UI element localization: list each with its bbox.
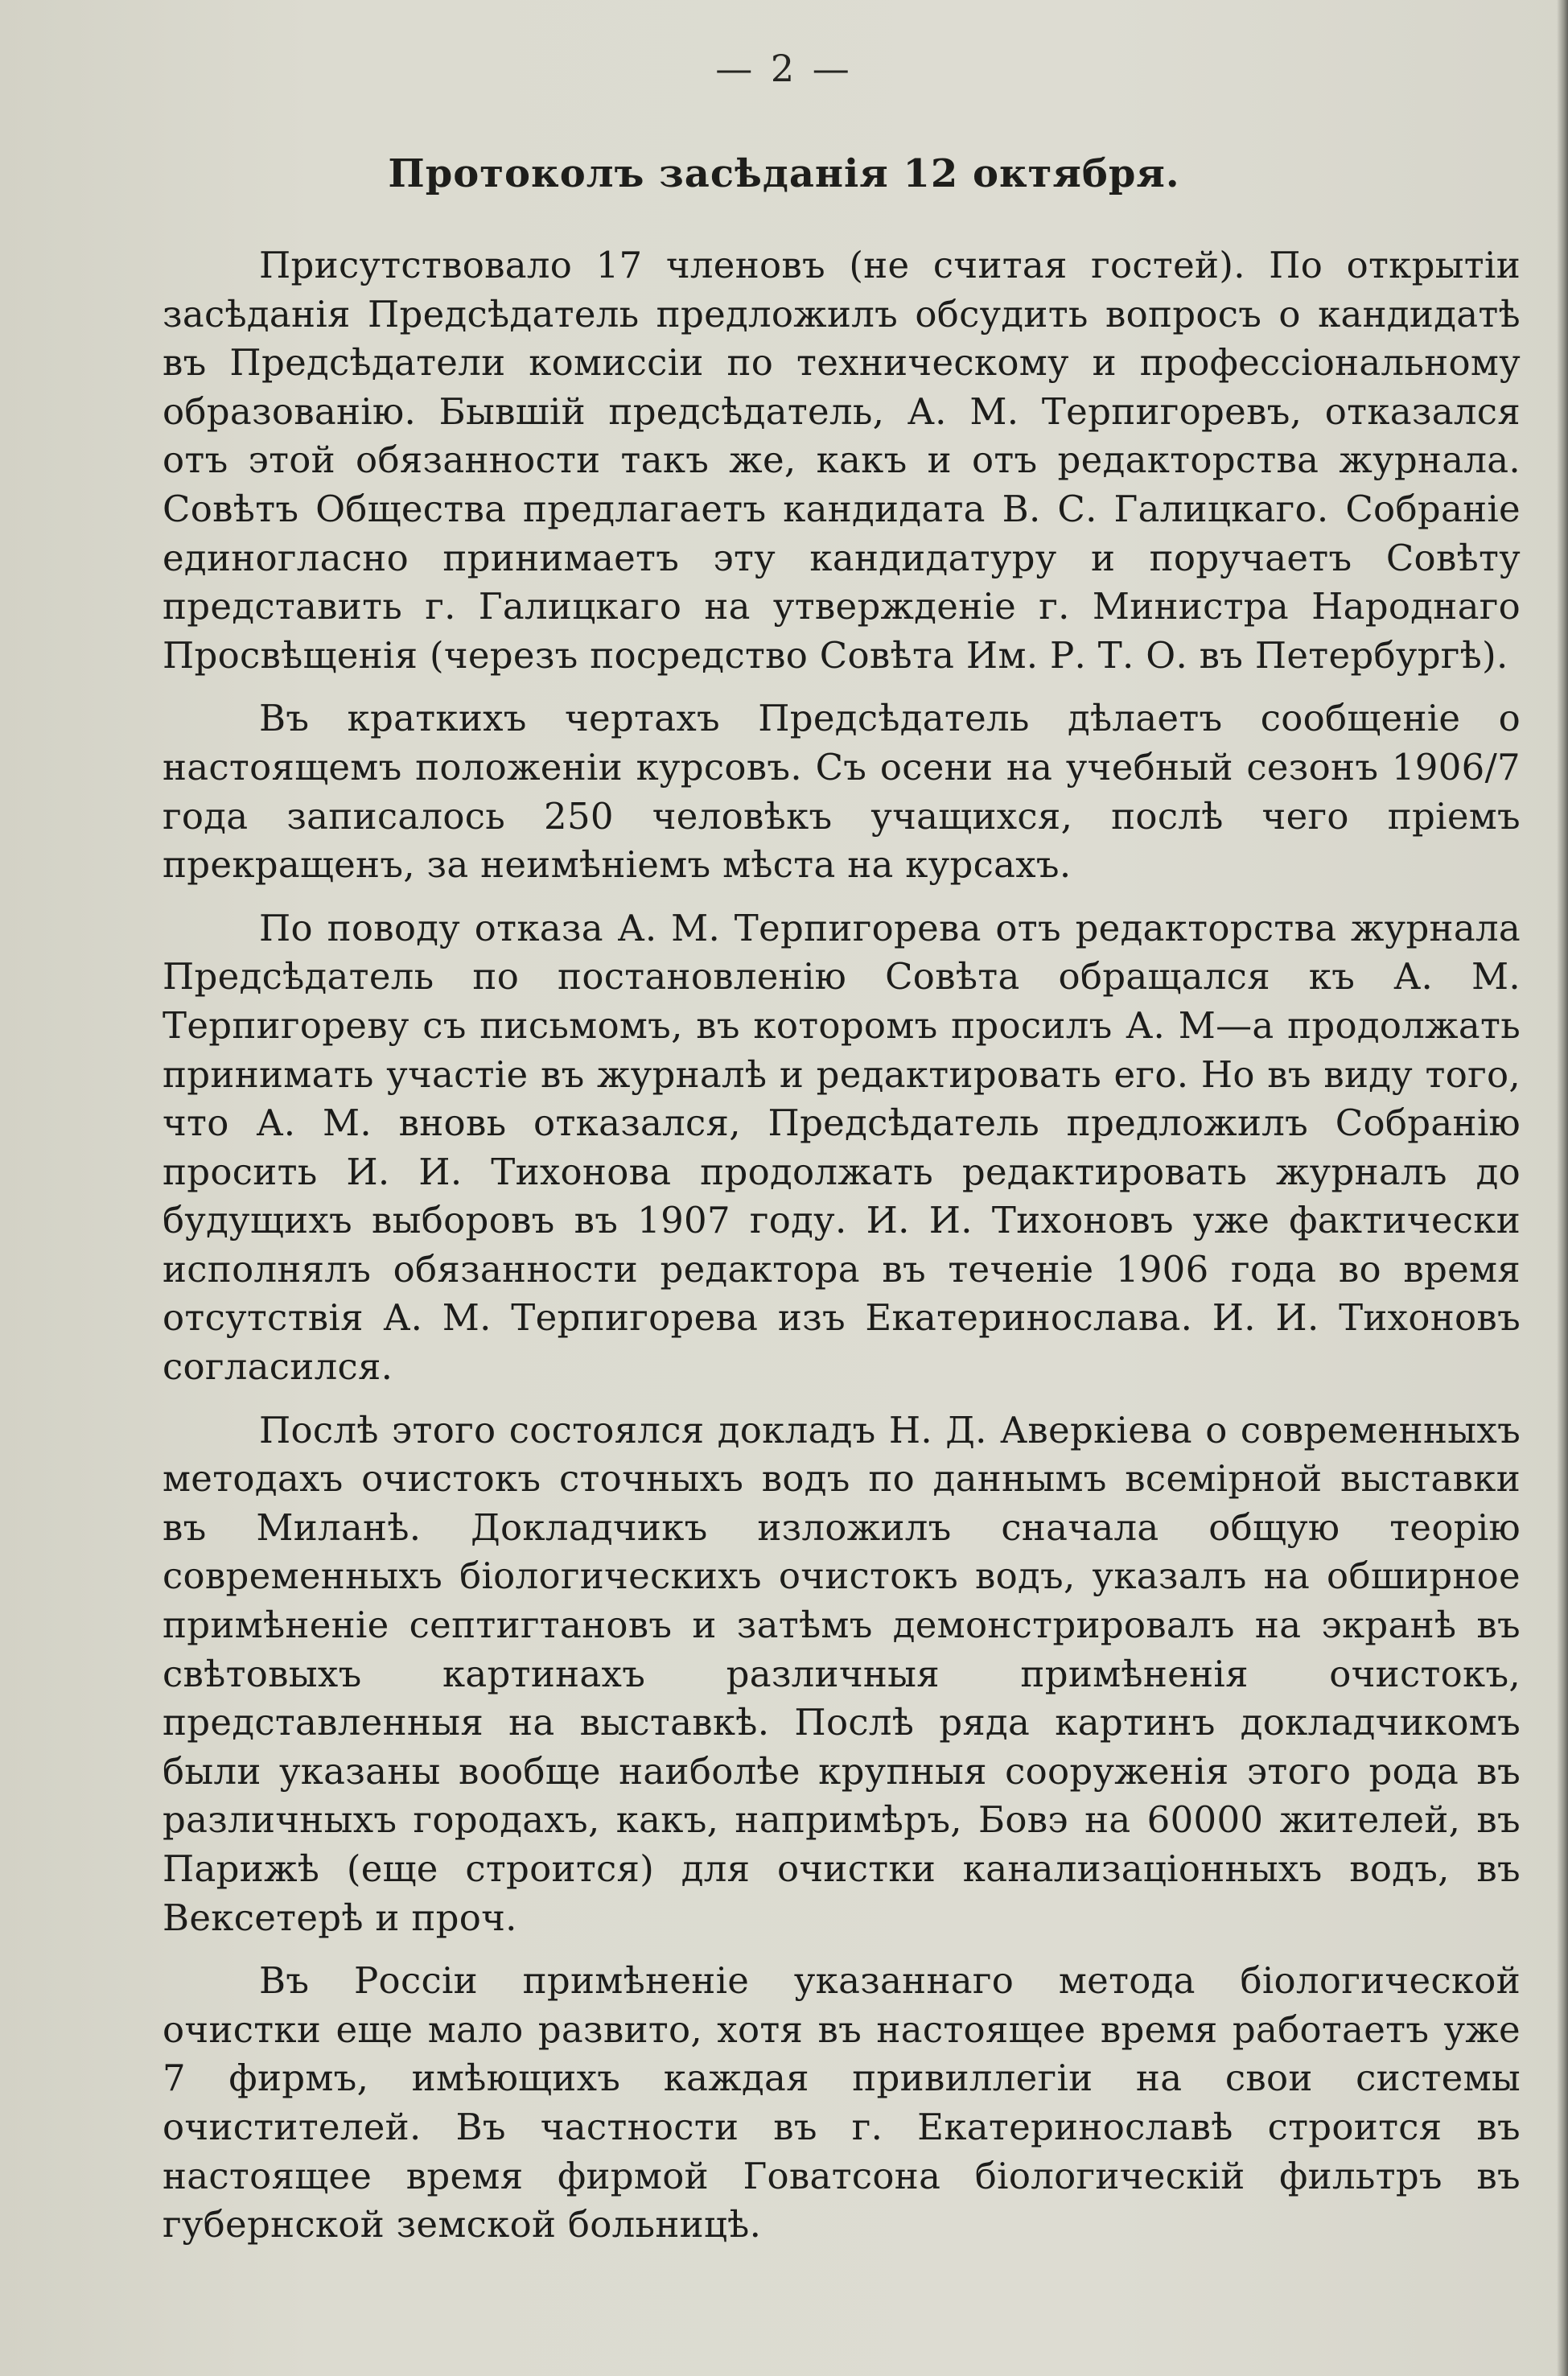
page-edge-shadow [1557,0,1568,2376]
paragraph: Въ Россіи примѣненіе указаннаго метода біологической очистки еще мало развито, хотя въ настоящее время работаетъ уже 7 фирмъ, имѣющихъ каждая привиллегіи на свои системы очистителей. Въ частности въ г. Екатеринославѣ строится въ настоящее время фирмой Говатсона біологическій фильтръ въ губернской земской больницѣ. [163,1959,1521,2246]
paragraph: Въ краткихъ чертахъ Предсѣдатель дѣлаетъ сообщеніе о настоящемъ положеніи курсовъ. Съ осени на учебный сезонъ 1906/7 года записалось 250 человѣкъ учащихся, послѣ чего пріемъ прекращенъ, за неимѣніемъ мѣста на курсахъ. [163,697,1521,887]
document-title: Протоколъ засѣданія 12 октября. [388,151,1180,196]
paragraph: Присутствовало 17 членовъ (не считая гостей). По открытіи засѣданія Предсѣдатель предложилъ обсудить вопросъ о кандидатѣ въ Предсѣдатели комиссіи по техническому и профессіональному образованію. Бывшій предсѣдатель, А. М. Терпигоревъ, отказался отъ этой обязанности такъ же, какъ и отъ редакторства журнала. Совѣтъ Общества предлагаетъ кандидата В. С. Галицкаго. Собраніе единогласно принимаетъ эту кандидатуру и поручаетъ Совѣту представить г. Галицкаго на утвержденіе г. Министра Народнаго Просвѣщенія (черезъ посредство Совѣта Им. Р. Т. О. въ Петербургѣ). [163,244,1521,677]
paragraph: Послѣ этого состоялся докладъ Н. Д. Аверкіева о современныхъ методахъ очистокъ сточныхъ водъ по даннымъ всемірной выставки въ Миланѣ. Докладчикъ изложилъ сначала общую теорію современныхъ біологическихъ очистокъ водъ, указалъ на обширное примѣненіе септигтановъ и затѣмъ демонстрировалъ на экранѣ въ свѣтовыхъ картинахъ различныя примѣненія очистокъ, представленныя на выставкѣ. Послѣ ряда картинъ докладчикомъ были указаны вообще наиболѣе крупныя сооруженія этого рода въ различныхъ городахъ, какъ, напримѣръ, Бовэ на 60000 жителей, въ Парижѣ (еще строится) для очистки канализаціонныхъ водъ, въ Вексетерѣ и проч. [163,1408,1521,1939]
document-body [163,241,1521,2264]
page-number: — 2 — [715,47,853,90]
paragraph: По поводу отказа А. М. Терпигорева отъ редакторства журнала Предсѣдатель по постановленію Совѣта обращался къ А. М. Терпигореву съ письмомъ, въ которомъ просилъ А. М—а продолжать принимать участіе въ журналѣ и редактировать его. Но въ виду того, что А. М. вновь отказался, Предсѣдатель предложилъ Собранію просить И. И. Тихонова продолжать редактировать журналъ до будущихъ выборовъ въ 1907 году. И. И. Тихоновъ уже фактически исполнялъ обязанности редактора въ теченіе 1906 года во время отсутствія А. М. Терпигорева изъ Екатеринослава. И. И. Тихоновъ согласился. [163,906,1521,1389]
